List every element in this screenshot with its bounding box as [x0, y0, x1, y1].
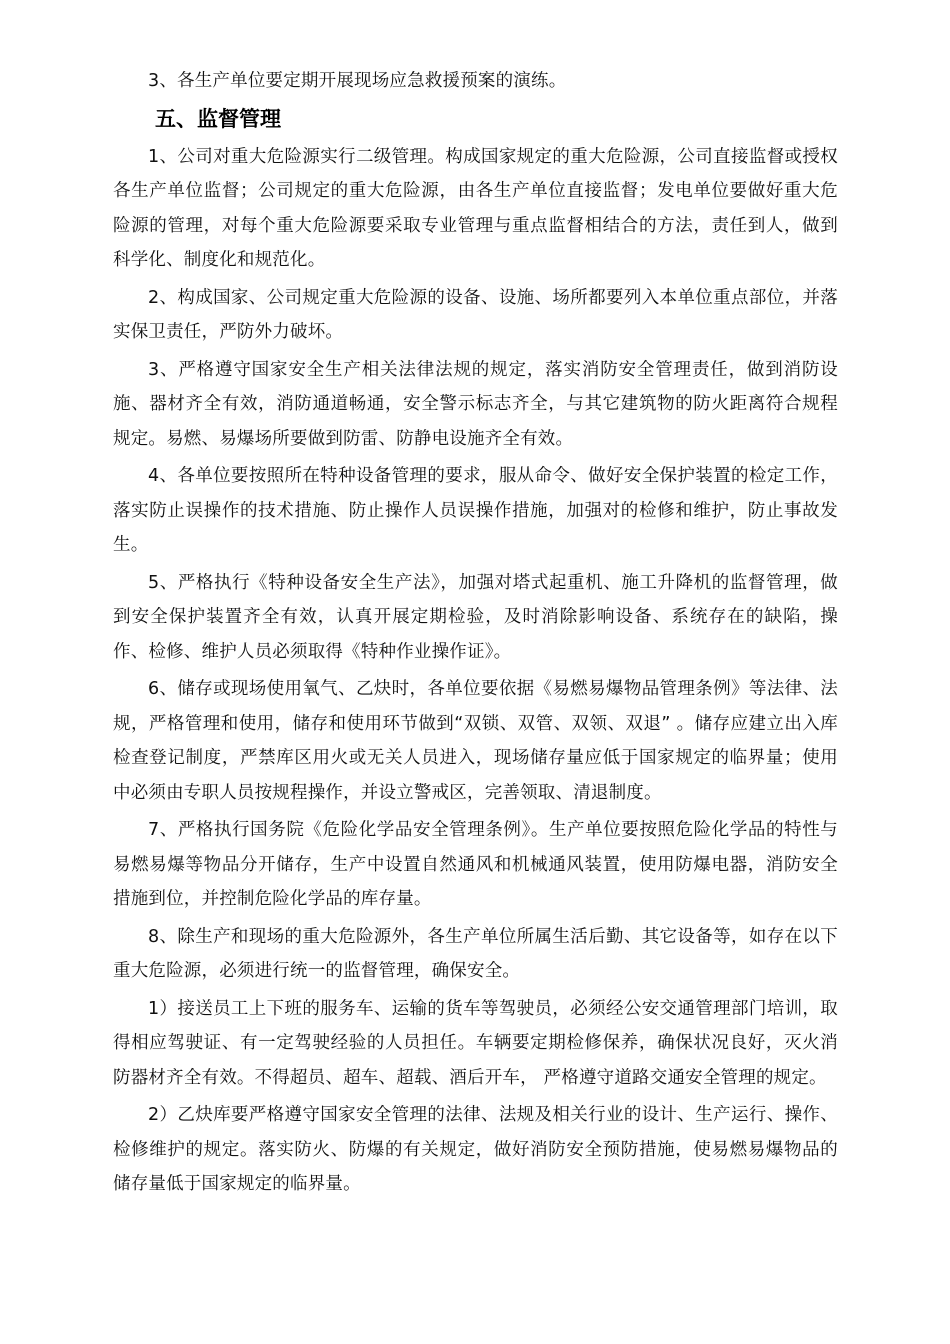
section-heading: 五、监督管理	[155, 106, 281, 131]
paragraph-7: 7、严格执行国务院《危险化学品安全管理条例》。生产单位要按照危险化学品的特性与易燃易爆等物品分开储存，生产中设置自然通风和机械通风装置，使用防爆电器，消防安全措施到位，并控制危险化学品的库存量。	[113, 820, 838, 909]
document-body	[113, 64, 838, 1202]
paragraph-4: 4、各单位要按照所在特种设备管理的要求，服从命令、做好安全保护装置的检定工作，落实防止误操作的技术措施、防止操作人员误操作措施，加强对的检修和维护，防止事故发生。	[113, 466, 838, 555]
paragraph-emergency-drill: 3、各生产单位要定期开展现场应急救援预案的演练。	[148, 71, 567, 91]
paragraph-3: 3、严格遵守国家安全生产相关法律法规的规定，落实消防安全管理责任，做到消防设施、器材齐全有效，消防通道畅通，安全警示标志齐全，与其它建筑物的防火距离符合规程规定。易燃、易爆场所要做到防雷、防静电设施齐全有效。	[113, 359, 838, 449]
paragraph-5: 5、严格执行《特种设备安全生产法》，加强对塔式起重机、施工升降机的监督管理，做到安全保护装置齐全有效，认真开展定期检验，及时消除影响设备、系统存在的缺陷，操作、检修、维护人员必须取得《特种作业操作证》。	[113, 572, 838, 662]
paragraph-8-item-1: 1）接送员工上下班的服务车、运输的货车等驾驶员，必须经公安交通管理部门培训，取得相应驾驶证、有一定驾驶经验的人员担任。车辆要定期检修保养，确保状况良好，灭火消防器材齐全有效。不得超员、超车、超载、酒后开车， 严格遵守道路交通安全管理的规定。	[113, 998, 838, 1088]
paragraph-1: 1、公司对重大危险源实行二级管理。构成国家规定的重大危险源，公司直接监督或授权各生产单位监督；公司规定的重大危险源，由各生产单位直接监督；发电单位要做好重大危险源的管理，对每个重大危险源要采取专业管理与重点监督相结合的方法，责任到人，做到科学化、制度化和规范化。	[113, 146, 838, 270]
paragraph-8: 8、除生产和现场的重大危险源外，各生产单位所属生活后勤、其它设备等，如存在以下重大危险源，必须进行统一的监督管理，确保安全。	[113, 926, 838, 981]
paragraph-2: 2、构成国家、公司规定重大危险源的设备、设施、场所都要列入本单位重点部位，并落实保卫责任，严防外力破坏。	[113, 287, 838, 342]
paragraph-8-item-2: 2）乙炔库要严格遵守国家安全管理的法律、法规及相关行业的设计、生产运行、操作、检修维护的规定。落实防火、防爆的有关规定，做好消防安全预防措施，使易燃易爆物品的储存量低于国家规定的临界量。	[113, 1105, 838, 1194]
paragraph-6: 6、储存或现场使用氧气、乙炔时，各单位要依据《易燃易爆物品管理条例》等法律、法规，严格管理和使用，储存和使用环节做到“双锁、双管、双领、双退” 。储存应建立出入库检查登记制度，严禁库区用火或无关人员进入，现场储存量应低于国家规定的临界量；使用中必须由专职人员按规程操作，并设立警戒区，完善领取、清退制度。	[113, 679, 838, 803]
